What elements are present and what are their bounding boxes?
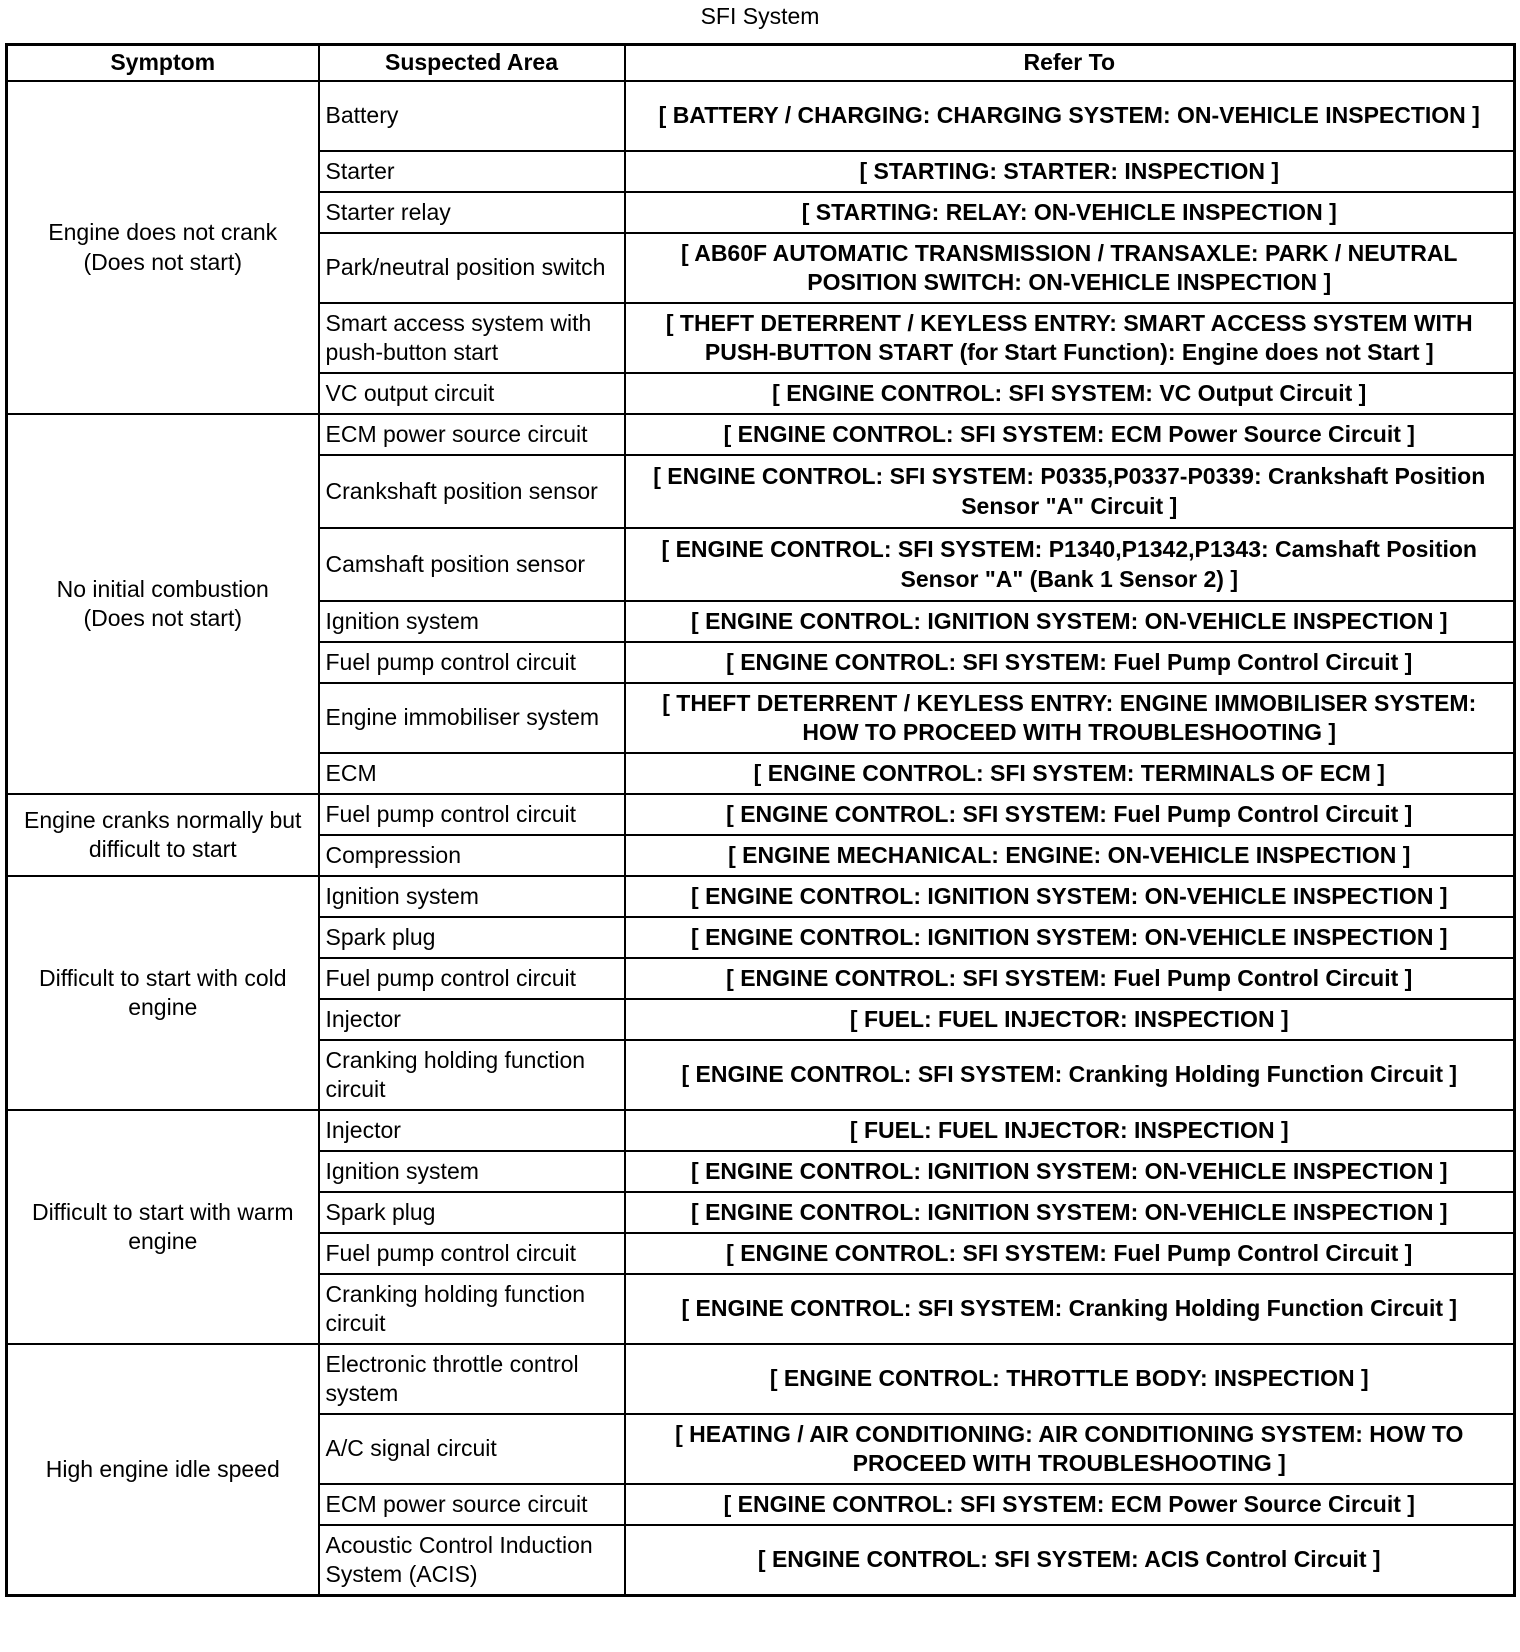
table-body: [7, 81, 1515, 1596]
symptom-cell: Difficult to start with warm engine: [7, 1110, 319, 1344]
refer-to-cell: [ BATTERY / CHARGING: CHARGING SYSTEM: ON-VEHICLE INSPECTION ]: [625, 81, 1515, 151]
symptom-cell: No initial combustion (Does not start): [7, 414, 319, 794]
refer-to-cell: [ ENGINE CONTROL: SFI SYSTEM: ECM Power Source Circuit ]: [625, 414, 1515, 455]
refer-to-cell: [ ENGINE CONTROL: IGNITION SYSTEM: ON-VEHICLE INSPECTION ]: [625, 917, 1515, 958]
refer-to-cell: [ ENGINE CONTROL: SFI SYSTEM: VC Output Circuit ]: [625, 373, 1515, 414]
refer-to-cell: [ ENGINE CONTROL: SFI SYSTEM: Fuel Pump Control Circuit ]: [625, 642, 1515, 683]
table-row: [7, 876, 1515, 917]
symptom-cell: Engine does not crank (Does not start): [7, 81, 319, 414]
suspected-area-cell: Injector: [319, 1110, 625, 1151]
suspected-area-cell: Engine immobiliser system: [319, 683, 625, 753]
suspected-area-cell: Fuel pump control circuit: [319, 642, 625, 683]
suspected-area-cell: A/C signal circuit: [319, 1414, 625, 1484]
refer-to-cell: [ THEFT DETERRENT / KEYLESS ENTRY: SMART ACCESS SYSTEM WITH PUSH-BUTTON START (for Start Function): Engine does not Start ]: [625, 303, 1515, 373]
refer-to-cell: [ STARTING: RELAY: ON-VEHICLE INSPECTION ]: [625, 192, 1515, 233]
header-refer-to: Refer To: [625, 45, 1515, 82]
suspected-area-cell: Compression: [319, 835, 625, 876]
symptom-cell: High engine idle speed: [7, 1344, 319, 1596]
refer-to-cell: [ ENGINE MECHANICAL: ENGINE: ON-VEHICLE INSPECTION ]: [625, 835, 1515, 876]
table-row: [7, 1344, 1515, 1414]
refer-to-cell: [ STARTING: STARTER: INSPECTION ]: [625, 151, 1515, 192]
suspected-area-cell: Injector: [319, 999, 625, 1040]
symptom-cell: Engine cranks normally but difficult to start: [7, 794, 319, 876]
suspected-area-cell: Ignition system: [319, 1151, 625, 1192]
refer-to-cell: [ ENGINE CONTROL: IGNITION SYSTEM: ON-VEHICLE INSPECTION ]: [625, 601, 1515, 642]
refer-to-cell: [ ENGINE CONTROL: IGNITION SYSTEM: ON-VEHICLE INSPECTION ]: [625, 1192, 1515, 1233]
refer-to-cell: [ ENGINE CONTROL: IGNITION SYSTEM: ON-VEHICLE INSPECTION ]: [625, 876, 1515, 917]
suspected-area-cell: ECM power source circuit: [319, 1484, 625, 1525]
symptom-cell: Difficult to start with cold engine: [7, 876, 319, 1110]
suspected-area-cell: ECM power source circuit: [319, 414, 625, 455]
refer-to-cell: [ ENGINE CONTROL: SFI SYSTEM: Fuel Pump Control Circuit ]: [625, 958, 1515, 999]
refer-to-cell: [ ENGINE CONTROL: SFI SYSTEM: P1340,P1342,P1343: Camshaft Position Sensor "A" (Bank 1 Sensor 2) ]: [625, 528, 1515, 601]
suspected-area-cell: VC output circuit: [319, 373, 625, 414]
suspected-area-cell: Camshaft position sensor: [319, 528, 625, 601]
table-row: [7, 1110, 1515, 1151]
suspected-area-cell: Spark plug: [319, 917, 625, 958]
refer-to-cell: [ ENGINE CONTROL: SFI SYSTEM: P0335,P0337-P0339: Crankshaft Position Sensor "A" Circuit ]: [625, 455, 1515, 528]
suspected-area-cell: ECM: [319, 753, 625, 794]
header-symptom: Symptom: [7, 45, 319, 82]
refer-to-cell: [ AB60F AUTOMATIC TRANSMISSION / TRANSAXLE: PARK / NEUTRAL POSITION SWITCH: ON-VEHICLE INSPECTION ]: [625, 233, 1515, 303]
table-row: [7, 794, 1515, 835]
suspected-area-cell: Ignition system: [319, 876, 625, 917]
sfi-symptom-table: [5, 43, 1516, 1597]
suspected-area-cell: Battery: [319, 81, 625, 151]
suspected-area-cell: Acoustic Control Induction System (ACIS): [319, 1525, 625, 1596]
refer-to-cell: [ ENGINE CONTROL: SFI SYSTEM: ECM Power Source Circuit ]: [625, 1484, 1515, 1525]
refer-to-cell: [ ENGINE CONTROL: THROTTLE BODY: INSPECTION ]: [625, 1344, 1515, 1414]
suspected-area-cell: Starter relay: [319, 192, 625, 233]
suspected-area-cell: Cranking holding function circuit: [319, 1274, 625, 1344]
refer-to-cell: [ ENGINE CONTROL: SFI SYSTEM: Cranking Holding Function Circuit ]: [625, 1274, 1515, 1344]
suspected-area-cell: Park/neutral position switch: [319, 233, 625, 303]
suspected-area-cell: Fuel pump control circuit: [319, 1233, 625, 1274]
suspected-area-cell: Ignition system: [319, 601, 625, 642]
table-row: [7, 81, 1515, 151]
refer-to-cell: [ ENGINE CONTROL: IGNITION SYSTEM: ON-VEHICLE INSPECTION ]: [625, 1151, 1515, 1192]
header-suspected-area: Suspected Area: [319, 45, 625, 82]
refer-to-cell: [ ENGINE CONTROL: SFI SYSTEM: Fuel Pump Control Circuit ]: [625, 1233, 1515, 1274]
refer-to-cell: [ ENGINE CONTROL: SFI SYSTEM: Cranking Holding Function Circuit ]: [625, 1040, 1515, 1110]
suspected-area-cell: Spark plug: [319, 1192, 625, 1233]
refer-to-cell: [ THEFT DETERRENT / KEYLESS ENTRY: ENGINE IMMOBILISER SYSTEM: HOW TO PROCEED WITH TROUBLESHOOTING ]: [625, 683, 1515, 753]
refer-to-cell: [ FUEL: FUEL INJECTOR: INSPECTION ]: [625, 999, 1515, 1040]
table-row: [7, 414, 1515, 455]
table-header-row: [7, 45, 1515, 82]
refer-to-cell: [ FUEL: FUEL INJECTOR: INSPECTION ]: [625, 1110, 1515, 1151]
refer-to-cell: [ ENGINE CONTROL: SFI SYSTEM: Fuel Pump Control Circuit ]: [625, 794, 1515, 835]
suspected-area-cell: Crankshaft position sensor: [319, 455, 625, 528]
page-title: SFI System: [700, 3, 820, 29]
refer-to-cell: [ ENGINE CONTROL: SFI SYSTEM: ACIS Control Circuit ]: [625, 1525, 1515, 1596]
suspected-area-cell: Cranking holding function circuit: [319, 1040, 625, 1110]
suspected-area-cell: Fuel pump control circuit: [319, 794, 625, 835]
refer-to-cell: [ HEATING / AIR CONDITIONING: AIR CONDITIONING SYSTEM: HOW TO PROCEED WITH TROUBLESHOOTING ]: [625, 1414, 1515, 1484]
suspected-area-cell: Electronic throttle control system: [319, 1344, 625, 1414]
suspected-area-cell: Fuel pump control circuit: [319, 958, 625, 999]
suspected-area-cell: Smart access system with push-button start: [319, 303, 625, 373]
refer-to-cell: [ ENGINE CONTROL: SFI SYSTEM: TERMINALS OF ECM ]: [625, 753, 1515, 794]
suspected-area-cell: Starter: [319, 151, 625, 192]
